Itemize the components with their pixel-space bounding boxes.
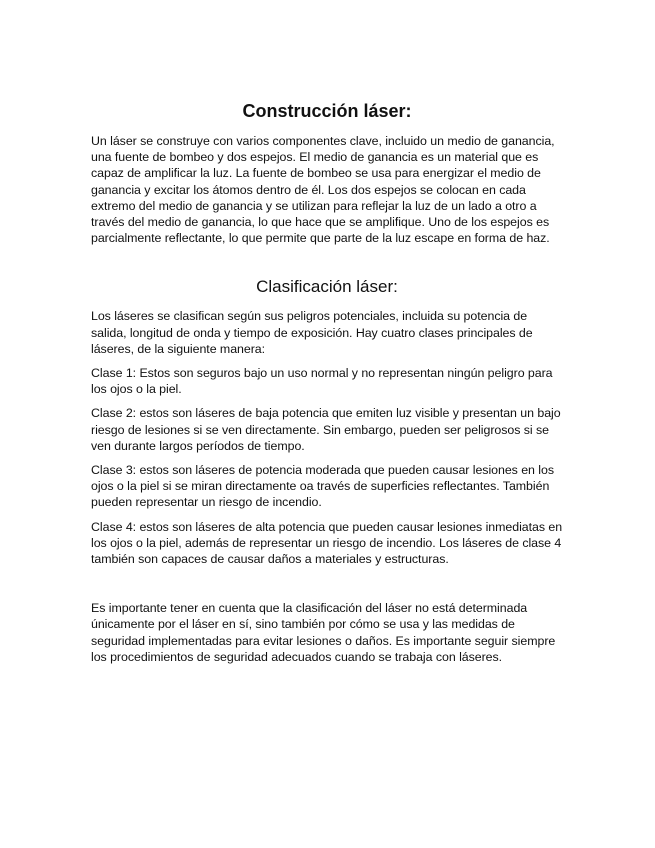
- safety-note-paragraph: Es importante tener en cuenta que la clasificación del láser no está determinada únicamente por el láser en sí, sino también por cómo se usa y las medidas de seguridad implementadas para evitar lesiones o daños. Es importante seguir siempre los procedimientos de seguridad adecuados cuando se trabaja con láseres.: [91, 601, 556, 664]
- classification-heading: Clasificación láser:: [256, 277, 398, 297]
- class-3-paragraph: Clase 3: estos son láseres de potencia moderada que pueden causar lesiones en los ojos o la piel si se miran directamente oa través de superficies reflectantes. También pueden representar un riesgo de incendio.: [91, 463, 554, 510]
- class-1-paragraph: Clase 1: Estos son seguros bajo un uso normal y no representan ningún peligro para los ojos o la piel.: [91, 366, 553, 397]
- classification-intro-paragraph: Los láseres se clasifican según sus peligros potenciales, incluida su potencia de salida, longitud de onda y tiempo de exposición. Hay cuatro clases principales de láseres, de la siguiente manera:: [91, 309, 533, 356]
- class-2-paragraph: Clase 2: estos son láseres de baja potencia que emiten luz visible y presentan un bajo riesgo de lesiones si se ven directamente. Sin embargo, pueden ser peligrosos si se ven durante largos períodos de tiempo.: [91, 406, 561, 453]
- construction-heading: Construcción láser:: [242, 101, 412, 121]
- construction-paragraph: Un láser se construye con varios componentes clave, incluido un medio de ganancia, una fuente de bombeo y dos espejos. El medio de ganancia es un material que es capaz de amplificar la luz. La fuente de bombeo se usa para energizar el medio de ganancia y excitar los átomos dentro de él. Los dos espejos se colocan en cada extremo del medio de ganancia y se utilizan para reflejar la luz de un lado a otro a través del medio de ganancia, lo que hace que se amplifique. Uno de los espejos es parcialmente reflectante, lo que permite que parte de la luz escape en forma de haz.: [91, 134, 555, 246]
- document-content: [91, 100, 563, 665]
- class-4-paragraph: Clase 4: estos son láseres de alta potencia que pueden causar lesiones inmediatas en los ojos o la piel, además de representar un riesgo de incendio. Los láseres de clase 4 también son capaces de causar daños a materiales y estructuras.: [91, 519, 563, 567]
